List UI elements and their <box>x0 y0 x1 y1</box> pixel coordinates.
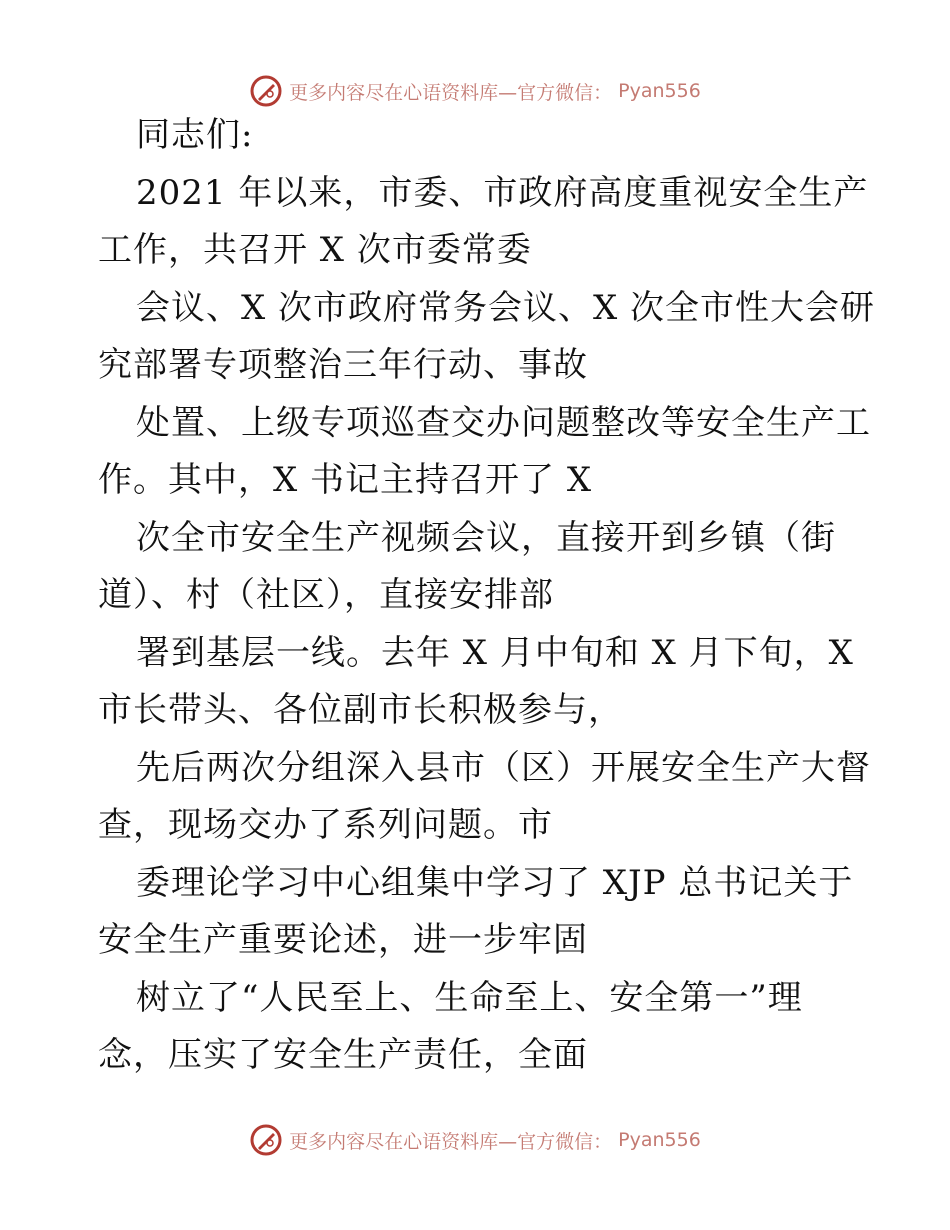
paragraph-line: 会议、X 次市政府常务会议、X 次全市性大会研 <box>136 288 876 328</box>
paragraph-line: 究部署专项整治三年行动、事故 <box>98 345 588 385</box>
paragraph-line: 委理论学习中心组集中学习了 XJP 总书记关于 <box>136 863 854 903</box>
watermark-footer <box>0 1123 950 1157</box>
paragraph-line: 作。其中，X 书记主持召开了 X <box>98 460 593 500</box>
paragraph-line: 市长带头、各位副市长积极参与， <box>98 690 623 730</box>
paragraph-line: 署到基层一线。去年 X 月中旬和 X 月下旬，X <box>136 633 854 673</box>
paragraph-line: 查，现场交办了系列问题。市 <box>98 805 553 845</box>
paragraph-line: 念，压实了安全生产责任，全面 <box>98 1035 588 1075</box>
watermark-text: 更多内容尽在心语资料库—官方微信： <box>289 81 613 104</box>
watermark-contact: Pyan556 <box>618 1129 701 1151</box>
watermark-contact: Pyan556 <box>618 80 701 102</box>
paragraph-line: 次全市安全生产视频会议，直接开到乡镇（街 <box>136 518 836 558</box>
salutation: 同志们: <box>136 115 254 155</box>
paragraph-line: 道）、村（社区），直接安排部 <box>98 575 554 615</box>
paragraph-line: 2021 年以来，市委、市政府高度重视安全生产 <box>136 173 869 213</box>
watermark-header <box>0 74 950 108</box>
paragraph-line: 树立了“人民至上、生命至上、安全第一”理 <box>136 978 803 1018</box>
paragraph-line: 处置、上级专项巡查交办问题整改等安全生产工 <box>136 403 871 443</box>
watermark-text: 更多内容尽在心语资料库—官方微信： <box>289 1130 613 1153</box>
document-body <box>98 115 876 1075</box>
paragraph-line: 先后两次分组深入县市（区）开展安全生产大督 <box>136 748 871 788</box>
quill-logo-icon <box>249 1123 283 1157</box>
paragraph-line: 工作，共召开 X 次市委常委 <box>98 230 532 270</box>
quill-logo-icon <box>249 74 283 108</box>
paragraph-line: 安全生产重要论述，进一步牢固 <box>98 920 588 960</box>
